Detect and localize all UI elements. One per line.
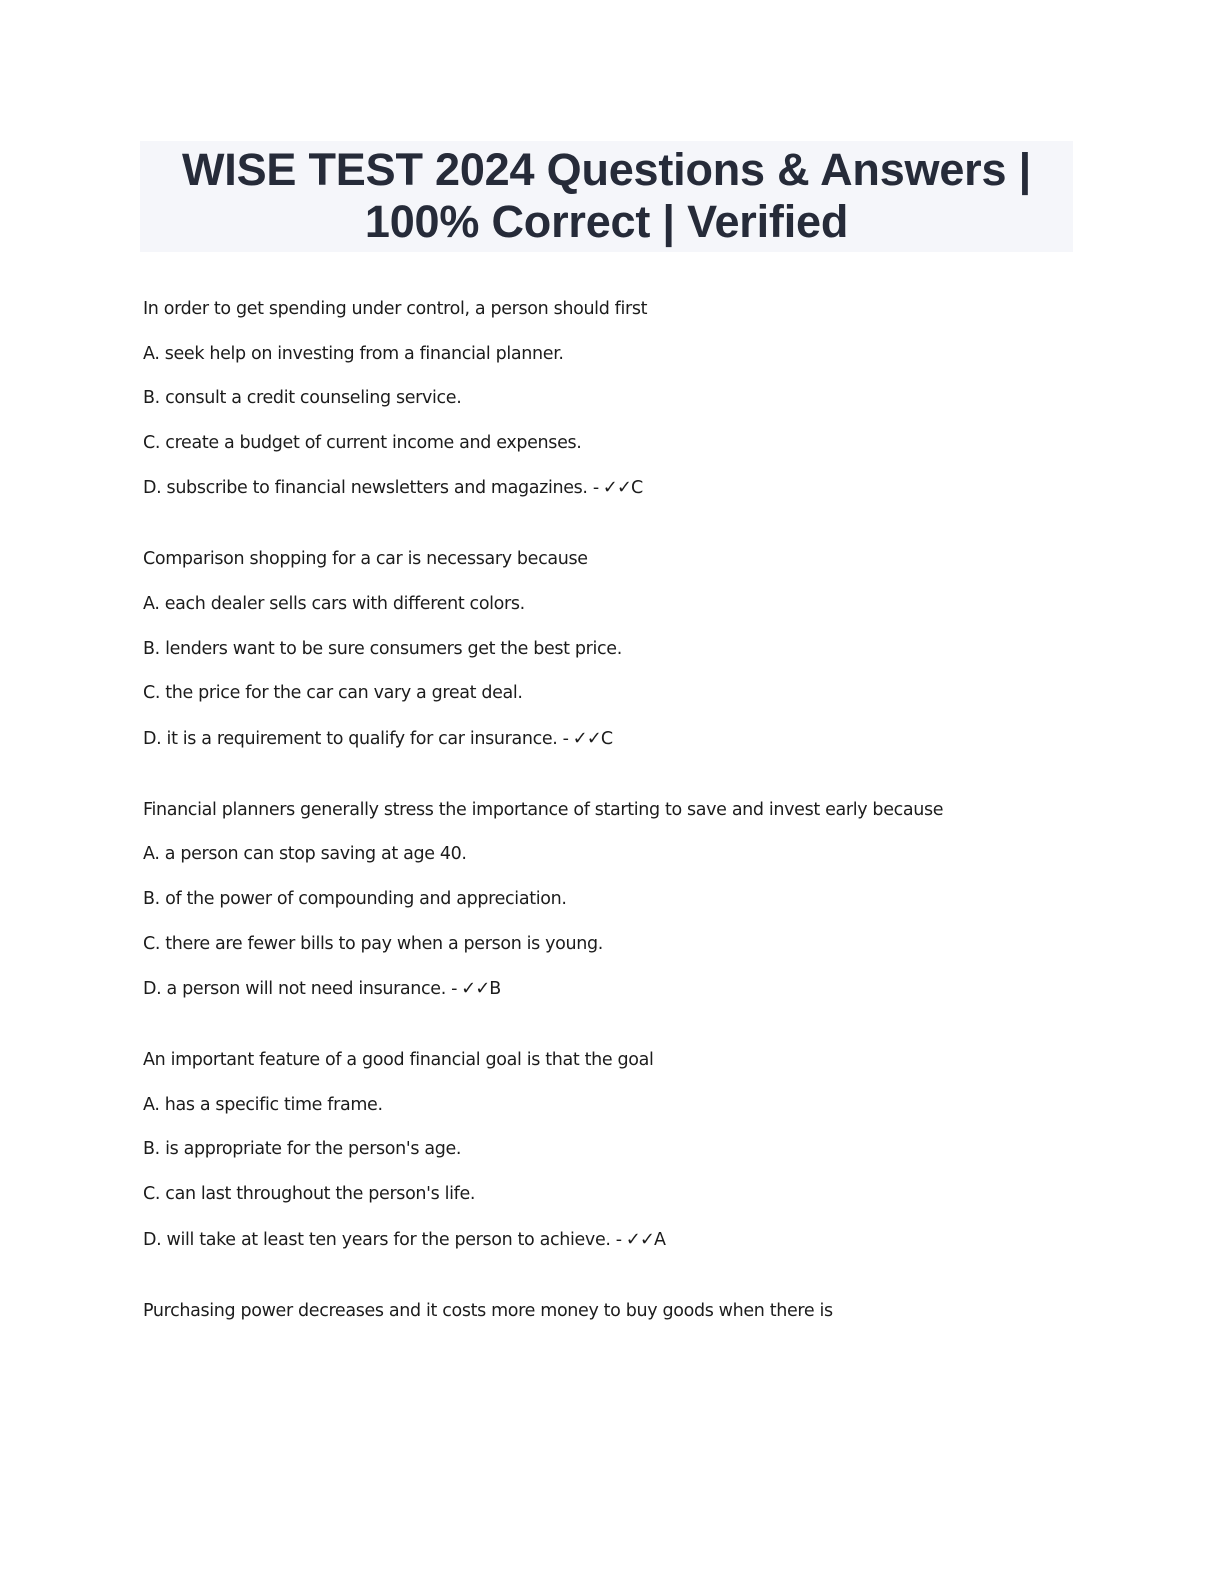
checkmark-icon: ✓✓ — [461, 978, 490, 1000]
option-a: A. seek help on investing from a financial planner. — [143, 343, 564, 364]
option-d-with-answer — [143, 1226, 1103, 1253]
document-title-line-2: 100% Correct | Verified — [364, 196, 849, 247]
answer-key: A — [653, 1229, 666, 1250]
option-d: D. it is a requirement to qualify for car insurance. - — [143, 728, 569, 749]
option-d-with-answer — [143, 725, 1103, 752]
option-c: C. the price for the car can vary a great deal. — [143, 683, 523, 704]
answer-key: B — [489, 979, 501, 1000]
option-d-with-answer — [143, 474, 1103, 501]
question-block — [143, 296, 1103, 501]
question-block — [143, 797, 1103, 1002]
option-c: C. there are fewer bills to pay when a person is young. — [143, 933, 603, 954]
question-text: Purchasing power decreases and it costs more money to buy goods when there is — [143, 1300, 833, 1321]
option-c: C. can last throughout the person's life. — [143, 1183, 476, 1204]
document-title-line-1: WISE TEST 2024 Questions & Answers | — [182, 144, 1031, 195]
question-block — [143, 1298, 1103, 1325]
option-a: A. has a specific time frame. — [143, 1094, 383, 1115]
option-b: B. of the power of compounding and appreciation. — [143, 888, 567, 909]
answer-key: C — [630, 478, 643, 499]
question-block — [143, 546, 1103, 751]
option-d: D. will take at least ten years for the person to achieve. - — [143, 1229, 622, 1250]
checkmark-icon: ✓✓ — [625, 1228, 654, 1250]
option-b: B. lenders want to be sure consumers get the best price. — [143, 638, 622, 659]
option-d: D. a person will not need insurance. - — [143, 979, 458, 1000]
question-text: An important feature of a good financial goal is that the goal — [143, 1050, 654, 1071]
option-d: D. subscribe to financial newsletters and magazines. - — [143, 478, 599, 499]
option-a: A. a person can stop saving at age 40. — [143, 844, 467, 865]
option-d-with-answer — [143, 975, 1103, 1002]
title-banner — [140, 141, 1073, 252]
question-text: In order to get spending under control, a person should first — [143, 299, 648, 319]
answer-key: C — [600, 728, 613, 749]
option-b: B. is appropriate for the person's age. — [143, 1139, 462, 1160]
checkmark-icon: ✓✓ — [602, 477, 631, 499]
option-c: C. create a budget of current income and expenses. — [143, 432, 582, 453]
option-a: A. each dealer sells cars with different colors. — [143, 593, 525, 614]
option-b: B. consult a credit counseling service. — [143, 388, 462, 409]
document-body — [143, 296, 1103, 1342]
question-block — [143, 1047, 1103, 1252]
question-text: Comparison shopping for a car is necessary because — [143, 549, 588, 570]
checkmark-icon: ✓✓ — [572, 727, 601, 749]
question-text: Financial planners generally stress the importance of starting to save and invest early because — [143, 799, 944, 820]
